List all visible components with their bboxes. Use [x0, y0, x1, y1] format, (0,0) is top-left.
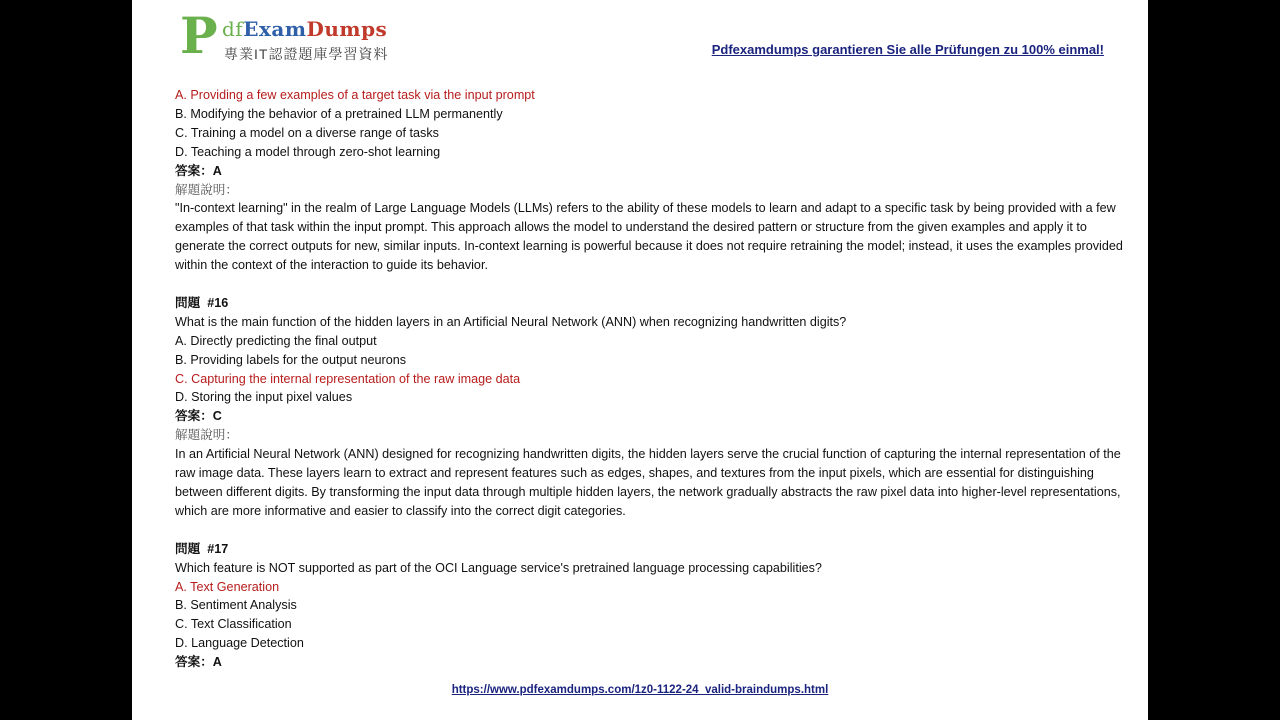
guarantee-link[interactable]: Pdfexamdumps garantieren Sie alle Prüfungen zu 100% einmal! [711, 42, 1104, 57]
answer-value: C [212, 409, 222, 424]
answer-label: 答案： [175, 655, 213, 670]
q16-option-c: C. Capturing the internal representation of the raw image data [175, 371, 521, 386]
questions-content [175, 86, 1125, 672]
q17-option-d: D. Language Detection [175, 636, 304, 651]
q16-option-a: A. Directly predicting the final output [175, 333, 377, 348]
q15-explanation: "In-context learning" in the realm of Large Language Models (LLMs) refers to the ability of these models to learn and adapt to a specific task by being provided with a few examples of that task within the input prompt. This approach allows the model to understand the desired pattern or structure from the given examples and apply it to generate the correct outputs for new, similar inputs. In-context learning is powerful because it does not require retraining the model; instead, it uses the examples provided within the context of the interaction to guide its behavior. [175, 201, 1123, 273]
q15-option-b: B. Modifying the behavior of a pretrained LLM permanently [175, 106, 503, 121]
q16-title [175, 294, 1125, 313]
q17-option-c: C. Text Classification [175, 617, 292, 632]
q16-question: What is the main function of the hidden layers in an Artificial Neural Network (ANN) when recognizing handwritten digits? [175, 314, 847, 329]
answer-value: A [212, 163, 222, 178]
question-label: 問題 [175, 295, 201, 310]
q17-title [175, 540, 1125, 559]
footer-link[interactable]: https://www.pdfexamdumps.com/1z0-1122-24_valid-braindumps.html [451, 684, 829, 696]
q17-answer [175, 653, 1125, 672]
q15-option-d: D. Teaching a model through zero-shot learning [175, 144, 441, 159]
q15-option-a: A. Providing a few examples of a target task via the input prompt [175, 88, 535, 102]
question-number: #16 [207, 295, 229, 310]
q17-question: Which feature is NOT supported as part of the OCI Language service's pretrained language processing capabilities? [175, 560, 822, 575]
q17-option-a: A. Text Generation [175, 579, 280, 594]
q16-option-d: D. Storing the input pixel values [175, 390, 353, 405]
q16-explanation: In an Artificial Neural Network (ANN) designed for recognizing handwritten digits, the hidden layers serve the crucial function of capturing the internal representation of the raw image data. These layers learn to extract and represent features such as edges, shapes, and textures from the input pixels, which are essential for distinguishing between different digits. By transforming the input data through multiple hidden layers, the network gradually abstracts the raw pixel data into higher-level representations, which are more informative and easier to classify into the correct digit categories. [175, 447, 1121, 518]
q16-option-b: B. Providing labels for the output neurons [175, 352, 407, 367]
logo-exam: Exam [243, 17, 307, 41]
q16-explanation-label: 解題說明： [175, 428, 238, 443]
logo-subtitle: 專業IT認證題庫學習資料 [224, 46, 389, 62]
logo-df: df [222, 17, 244, 41]
question-number: #17 [207, 541, 229, 556]
q15-answer [175, 162, 1125, 181]
q15-option-c: C. Training a model on a diverse range of tasks [175, 125, 439, 140]
q16-answer [175, 407, 1125, 426]
logo-wordmark [222, 18, 387, 40]
q17-option-b: B. Sentiment Analysis [175, 598, 297, 613]
answer-label: 答案： [175, 409, 213, 424]
logo-p: P [180, 6, 218, 65]
question-label: 問題 [175, 541, 201, 556]
answer-value: A [212, 655, 222, 670]
document-page [132, 0, 1148, 720]
q15-explanation-label: 解題說明： [175, 182, 238, 197]
answer-label: 答案： [175, 163, 213, 178]
pdfexamdumps-logo [180, 6, 390, 68]
logo-dumps: Dumps [306, 17, 388, 41]
